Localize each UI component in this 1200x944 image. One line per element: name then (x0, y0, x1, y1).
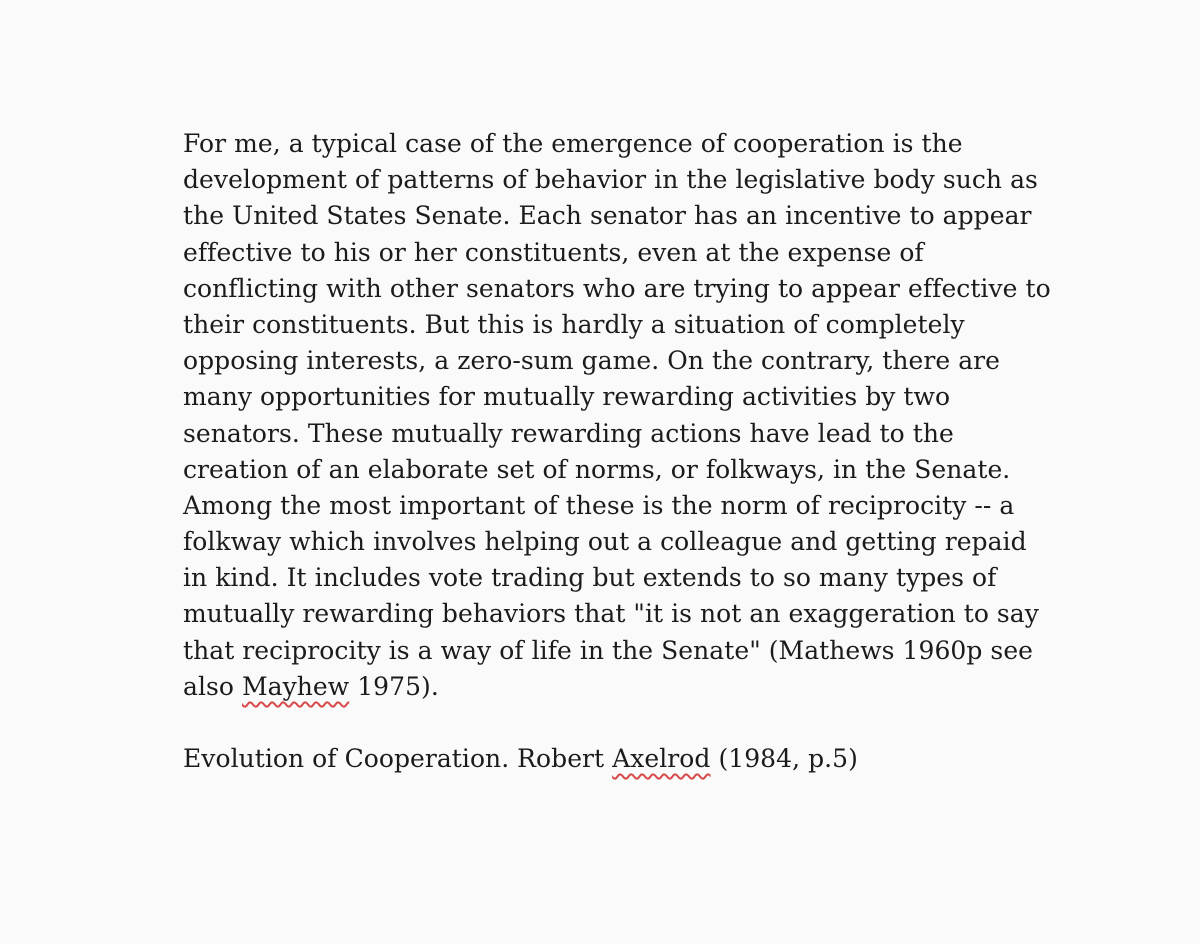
quote-paragraph (183, 126, 1083, 705)
last-line-after: 1975). (349, 671, 439, 701)
paragraph-gap (183, 705, 1083, 741)
paragraph-line: opposing interests, a zero-sum game. On the contrary, there are (183, 346, 1000, 376)
paragraph-line: creation of an elaborate set of norms, or folkways, in the Senate. (183, 454, 1011, 484)
paragraph-line: in kind. It includes vote trading but extends to so many types of (183, 563, 997, 593)
paragraph-last-line (183, 669, 1083, 705)
paragraph-line: their constituents. But this is hardly a situation of completely (183, 309, 965, 339)
citation-line (183, 741, 1083, 777)
paragraph-line: mutually rewarding behaviors that "it is not an exaggeration to say (183, 599, 1039, 629)
paragraph-line: effective to his or her constituents, even at the expense of (183, 237, 924, 267)
citation-after: (1984, p.5) (710, 744, 858, 774)
misspelled-word-mayhew[interactable]: Mayhew (241, 671, 350, 701)
paragraph-line: Among the most important of these is the norm of reciprocity -- a (183, 490, 1015, 520)
document-body[interactable] (183, 126, 1083, 777)
paragraph-line: senators. These mutually rewarding actions have lead to the (183, 418, 954, 448)
paragraph-line: conflicting with other senators who are trying to appear effective to (183, 273, 1051, 303)
paragraph-line: folkway which involves helping out a colleague and getting repaid (183, 527, 1027, 557)
misspelled-word-axelrod[interactable]: Axelrod (612, 744, 711, 774)
paragraph-line: the United States Senate. Each senator has an incentive to appear (183, 201, 1032, 231)
paragraph-line: development of patterns of behavior in the legislative body such as (183, 165, 1038, 195)
citation-before: Evolution of Cooperation. Robert (183, 744, 613, 774)
last-line-before: also (183, 671, 242, 701)
paragraph-line: For me, a typical case of the emergence of cooperation is the (183, 129, 963, 158)
paragraph-line: that reciprocity is a way of life in the Senate" (Mathews 1960p see (183, 635, 1034, 665)
paragraph-line: many opportunities for mutually rewarding activities by two (183, 382, 951, 412)
